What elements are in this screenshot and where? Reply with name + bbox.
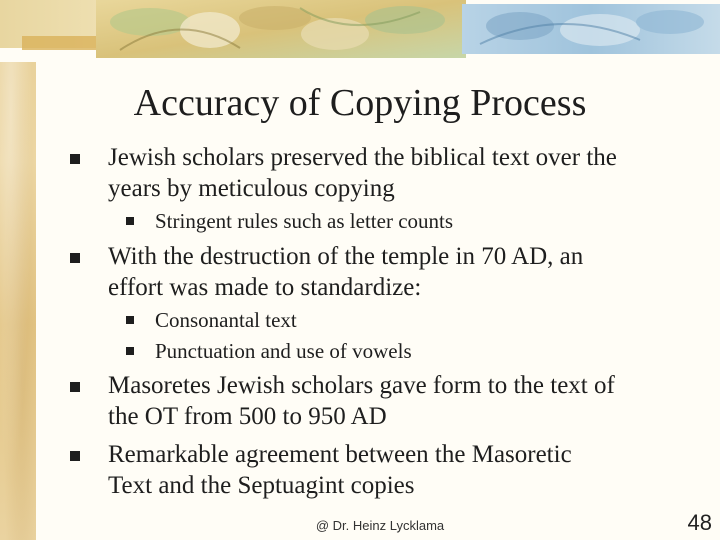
sub-bullet-consonantal-text [155,306,297,334]
slide-title: Accuracy of Copying Process [133,82,587,124]
square-bullet-icon [70,451,80,461]
bullet-line: Remarkable agreement between the Masoretic [108,441,572,468]
leaf-collage-image [0,0,720,62]
bullet-line: effort was made to standardize: [108,274,422,301]
page-number: 48 [687,510,712,535]
square-bullet-icon [70,253,80,263]
sub-bullet-punctuation [155,337,412,365]
square-bullet-icon [126,217,134,225]
bullet-text: Punctuation and use of vowels [155,339,412,363]
bullet-text: Consonantal text [155,308,297,332]
bullet-line: Jewish scholars preserved the biblical text over the [108,144,617,171]
bullet-line: the OT from 500 to 950 AD [108,403,387,430]
parchment-side-strip [0,0,36,540]
bullet-line: Masoretes Jewish scholars gave form to the text of [108,372,615,399]
bullet-line: Text and the Septuagint copies [108,472,415,499]
decorative-top-banner [0,0,720,62]
bullet-line: With the destruction of the temple in 70 AD, an [108,243,584,270]
bullet-remarkable-agreement [108,439,572,501]
footer-author: @ Dr. Heinz Lycklama [315,518,445,533]
square-bullet-icon [70,154,80,164]
bullet-text: Stringent rules such as letter counts [155,209,454,233]
square-bullet-icon [126,347,134,355]
bullet-destruction-temple [108,241,583,303]
sub-bullet-stringent-rules [155,207,453,235]
bullet-jewish-scholars [108,142,617,204]
square-bullet-icon [70,382,80,392]
bullet-line: years by meticulous copying [108,175,395,202]
bullet-masoretes [108,370,615,432]
square-bullet-icon [126,316,134,324]
